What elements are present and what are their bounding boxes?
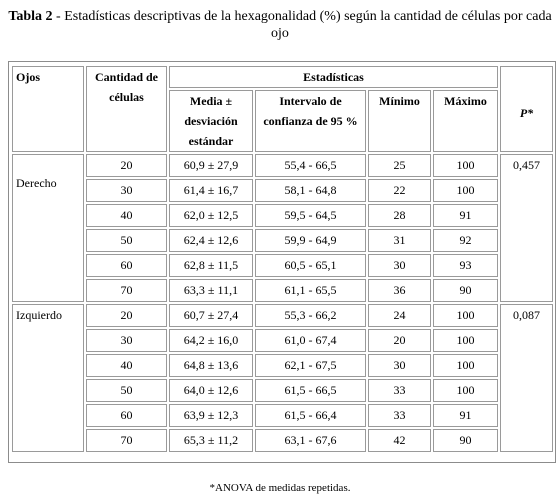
header-ci: Intervalo de confianza de 95 % (255, 90, 366, 152)
cell-count-cell: 30 (86, 179, 167, 202)
cell-count-cell: 40 (86, 354, 167, 377)
table-label: Tabla 2 (8, 9, 53, 24)
header-min: Mínimo (368, 90, 431, 152)
p-value-cell: 0,457 (500, 154, 553, 302)
maximum-cell: 93 (433, 254, 498, 277)
statistics-table (10, 64, 555, 454)
mean-sd-cell: 64,8 ± 13,6 (169, 354, 253, 377)
confidence-interval-cell: 61,0 - 67,4 (255, 329, 366, 352)
table-row (12, 154, 553, 177)
eye-cell (12, 154, 84, 302)
minimum-cell: 28 (368, 204, 431, 227)
maximum-cell: 100 (433, 379, 498, 402)
mean-sd-cell: 64,0 ± 12,6 (169, 379, 253, 402)
mean-sd-cell: 62,4 ± 12,6 (169, 229, 253, 252)
table-row (12, 204, 553, 227)
table-row (12, 254, 553, 277)
minimum-cell: 33 (368, 379, 431, 402)
confidence-interval-cell: 55,4 - 66,5 (255, 154, 366, 177)
confidence-interval-cell: 61,1 - 65,5 (255, 279, 366, 302)
table-title: - Estadísticas descriptivas de la hexagonalidad (%) según la cantidad de células por cada ojo (52, 9, 552, 41)
maximum-cell: 100 (433, 304, 498, 327)
cell-count-cell: 40 (86, 204, 167, 227)
table-row (12, 179, 553, 202)
minimum-cell: 31 (368, 229, 431, 252)
mean-sd-cell: 60,9 ± 27,9 (169, 154, 253, 177)
cell-count-cell: 70 (86, 429, 167, 452)
cell-count-cell: 20 (86, 304, 167, 327)
confidence-interval-cell: 61,5 - 66,4 (255, 404, 366, 427)
table-frame (8, 61, 556, 463)
eye-label: Izquierdo (16, 308, 62, 322)
minimum-cell: 30 (368, 354, 431, 377)
mean-sd-cell: 62,0 ± 12,5 (169, 204, 253, 227)
table-row (12, 379, 553, 402)
maximum-cell: 100 (433, 354, 498, 377)
confidence-interval-cell: 55,3 - 66,2 (255, 304, 366, 327)
minimum-cell: 36 (368, 279, 431, 302)
minimum-cell: 25 (368, 154, 431, 177)
cell-count-cell: 50 (86, 229, 167, 252)
table-row (12, 354, 553, 377)
cell-count-cell: 60 (86, 254, 167, 277)
confidence-interval-cell: 62,1 - 67,5 (255, 354, 366, 377)
mean-sd-cell: 60,7 ± 27,4 (169, 304, 253, 327)
maximum-cell: 100 (433, 154, 498, 177)
maximum-cell: 92 (433, 229, 498, 252)
maximum-cell: 90 (433, 429, 498, 452)
cell-count-cell: 30 (86, 329, 167, 352)
eye-label: Derecho (16, 176, 57, 190)
cell-count-cell: 60 (86, 404, 167, 427)
table-caption (6, 8, 554, 42)
eye-cell (12, 304, 84, 452)
maximum-cell: 100 (433, 179, 498, 202)
table-row (12, 429, 553, 452)
table-row (12, 304, 553, 327)
maximum-cell: 90 (433, 279, 498, 302)
minimum-cell: 20 (368, 329, 431, 352)
table-row (12, 279, 553, 302)
footnote: *ANOVA de medidas repetidas. (209, 482, 351, 494)
mean-sd-cell: 64,2 ± 16,0 (169, 329, 253, 352)
table-row (12, 404, 553, 427)
minimum-cell: 24 (368, 304, 431, 327)
header-mean-sd: Media ± desviación estándar (169, 90, 253, 152)
mean-sd-cell: 61,4 ± 16,7 (169, 179, 253, 202)
cell-count-cell: 20 (86, 154, 167, 177)
confidence-interval-cell: 61,5 - 66,5 (255, 379, 366, 402)
minimum-cell: 33 (368, 404, 431, 427)
header-eyes: Ojos (12, 66, 84, 152)
header-p-label: P* (519, 106, 534, 120)
minimum-cell: 22 (368, 179, 431, 202)
header-statistics: Estadísticas (169, 66, 498, 88)
mean-sd-cell: 65,3 ± 11,2 (169, 429, 253, 452)
confidence-interval-cell: 59,9 - 64,9 (255, 229, 366, 252)
table-row (12, 229, 553, 252)
p-value-cell: 0,087 (500, 304, 553, 452)
cell-count-cell: 50 (86, 379, 167, 402)
mean-sd-cell: 63,9 ± 12,3 (169, 404, 253, 427)
maximum-cell: 100 (433, 329, 498, 352)
minimum-cell: 30 (368, 254, 431, 277)
maximum-cell: 91 (433, 204, 498, 227)
header-max: Máximo (433, 90, 498, 152)
cell-count-cell: 70 (86, 279, 167, 302)
minimum-cell: 42 (368, 429, 431, 452)
header-p (500, 66, 553, 152)
mean-sd-cell: 63,3 ± 11,1 (169, 279, 253, 302)
confidence-interval-cell: 63,1 - 67,6 (255, 429, 366, 452)
maximum-cell: 91 (433, 404, 498, 427)
confidence-interval-cell: 59,5 - 64,5 (255, 204, 366, 227)
mean-sd-cell: 62,8 ± 11,5 (169, 254, 253, 277)
table-row (12, 329, 553, 352)
confidence-interval-cell: 60,5 - 65,1 (255, 254, 366, 277)
confidence-interval-cell: 58,1 - 64,8 (255, 179, 366, 202)
header-cells-count: Cantidad de células (86, 66, 167, 152)
